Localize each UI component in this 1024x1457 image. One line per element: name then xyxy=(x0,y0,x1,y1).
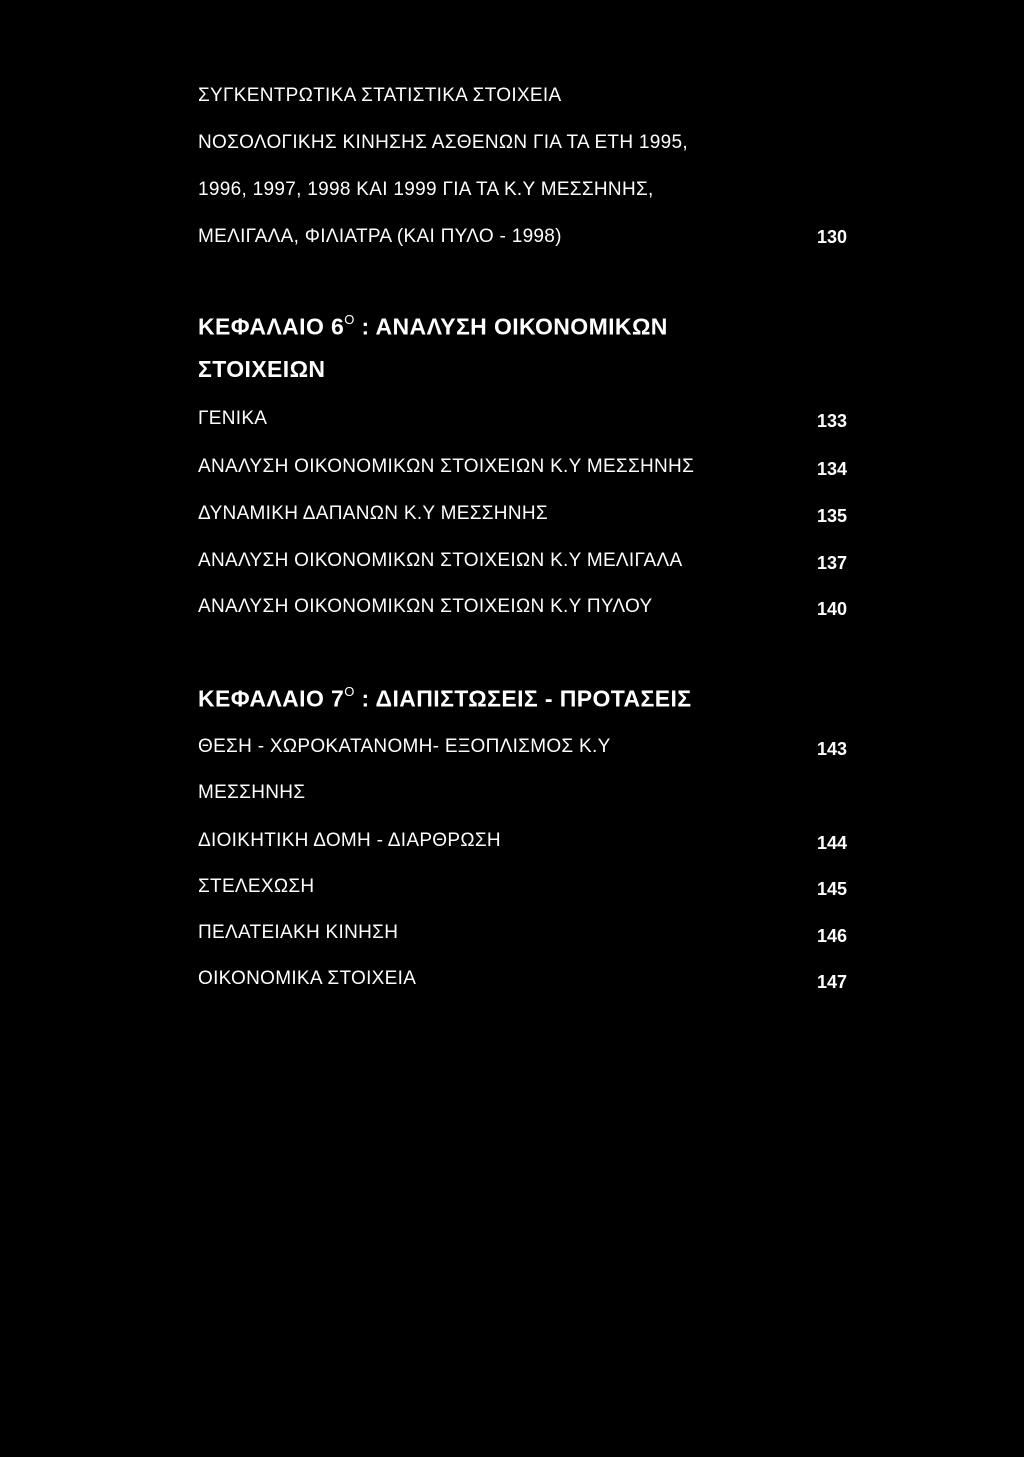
chapter7-heading xyxy=(198,684,692,712)
chapter7-entry-title: ΣΤΕΛΕΧΩΣΗ xyxy=(198,876,315,897)
chapter6-entry-title: ΔΥΝΑΜΙΚΗ ΔΑΠΑΝΩΝ Κ.Υ ΜΕΣΣΗΝΗΣ xyxy=(198,503,548,524)
chapter7-entry-title-line2: ΜΕΣΣΗΝΗΣ xyxy=(198,782,306,803)
chapter6-heading-sup: Ο xyxy=(344,312,355,327)
chapter6-entry-page: 134 xyxy=(817,459,848,479)
chapter6-heading xyxy=(198,312,668,340)
chapter6-heading-prefix: ΚΕΦΑΛΑΙΟ 6 xyxy=(198,313,345,340)
chapter6-heading-suffix: : ΑΝΑΛΥΣΗ ΟΙΚΟΝΟΜΙΚΩΝ xyxy=(354,313,668,340)
summary-line-2: ΝΟΣΟΛΟΓΙΚΗΣ ΚΙΝΗΣΗΣ ΑΣΘΕΝΩΝ ΓΙΑ ΤΑ ΕΤΗ 1995, xyxy=(198,132,688,153)
chapter7-entry-page: 144 xyxy=(817,833,848,853)
chapter6-entry-title: ΑΝΑΛΥΣΗ ΟΙΚΟΝΟΜΙΚΩΝ ΣΤΟΙΧΕΙΩΝ Κ.Υ ΜΕΛΙΓΑΛΑ xyxy=(198,550,683,571)
chapter6-entry-page: 137 xyxy=(817,553,848,573)
chapter7-heading-prefix: ΚΕΦΑΛΑΙΟ 7 xyxy=(198,685,345,712)
chapter7-entry-title: ΟΙΚΟΝΟΜΙΚΑ ΣΤΟΙΧΕΙΑ xyxy=(198,968,417,989)
chapter7-heading-suffix: : ΔΙΑΠΙΣΤΩΣΕΙΣ - ΠΡΟΤΑΣΕΙΣ xyxy=(354,685,692,712)
summary-line-3: 1996, 1997, 1998 ΚΑΙ 1999 ΓΙΑ ΤΑ Κ.Υ ΜΕΣΣΗΝΗΣ, xyxy=(198,179,654,200)
chapter7-entry-title: ΔΙΟΙΚΗΤΙΚΗ ΔΟΜΗ - ΔΙΑΡΘΡΩΣΗ xyxy=(198,830,501,851)
summary-line-4: ΜΕΛΙΓΑΛΑ, ΦΙΛΙΑΤΡΑ (ΚΑΙ ΠΥΛΟ - 1998) xyxy=(198,226,562,247)
chapter6-entry-page: 133 xyxy=(817,411,848,431)
chapter6-entry-title: ΑΝΑΛΥΣΗ ΟΙΚΟΝΟΜΙΚΩΝ ΣΤΟΙΧΕΙΩΝ Κ.Υ ΜΕΣΣΗΝΗΣ xyxy=(198,456,695,477)
chapter7-heading-sup: Ο xyxy=(344,684,355,699)
chapter7-entry-page: 147 xyxy=(817,972,848,992)
summary-line-1: ΣΥΓΚΕΝΤΡΩΤΙΚΑ ΣΤΑΤΙΣΤΙΚΑ ΣΤΟΙΧΕΙΑ xyxy=(198,85,562,106)
chapter7-entry-title: ΠΕΛΑΤΕΙΑΚΗ ΚΙΝΗΣΗ xyxy=(198,922,399,943)
chapter6-entry-page: 140 xyxy=(817,599,848,619)
chapter6-entry-page: 135 xyxy=(817,506,848,526)
chapter6-entry-title: ΑΝΑΛΥΣΗ ΟΙΚΟΝΟΜΙΚΩΝ ΣΤΟΙΧΕΙΩΝ Κ.Υ ΠΥΛΟΥ xyxy=(198,596,653,617)
chapter6-entry-title: ΓΕΝΙΚΑ xyxy=(198,408,268,429)
chapter7-entry-title: ΘΕΣΗ - ΧΩΡΟΚΑΤΑΝΟΜΗ- ΕΞΟΠΛΙΣΜΟΣ Κ.Υ xyxy=(198,736,611,757)
chapter6-heading-line2: ΣΤΟΙΧΕΙΩΝ xyxy=(198,356,326,382)
chapter7-entry-page: 146 xyxy=(817,926,848,946)
chapter7-entry-page: 143 xyxy=(817,739,848,759)
summary-page-number: 130 xyxy=(817,227,848,247)
chapter7-entry-page: 145 xyxy=(817,879,848,899)
